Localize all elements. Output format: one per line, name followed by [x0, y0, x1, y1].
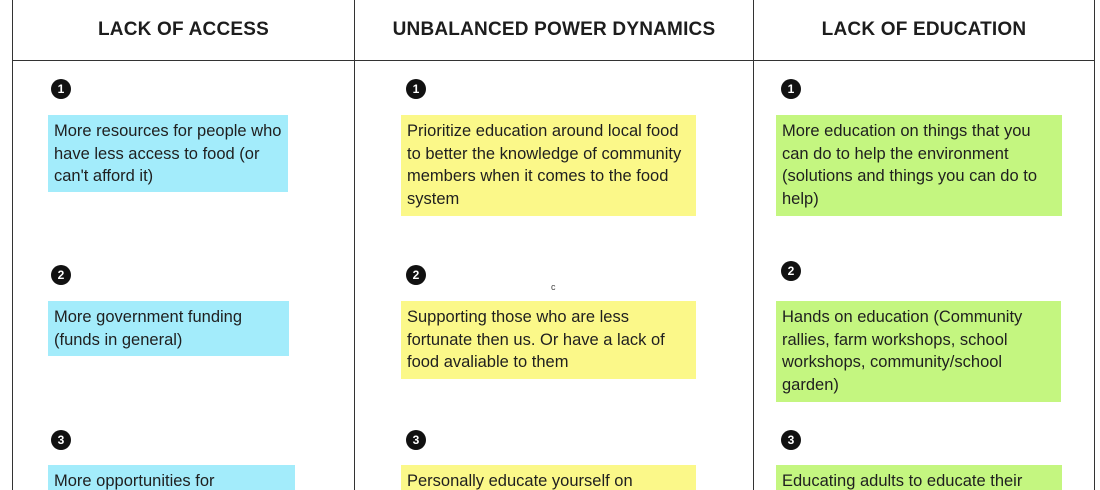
- number-badge-3: 3: [406, 430, 426, 450]
- number-badge-1: 1: [51, 79, 71, 99]
- number-badge-3: 3: [51, 430, 71, 450]
- sticky-note[interactable]: Educating adults to educate their: [776, 465, 1062, 490]
- sticky-note[interactable]: Prioritize education around local food to better the knowledge of community members when it comes to the food system: [401, 115, 696, 216]
- number-badge-2: 2: [406, 265, 426, 285]
- number-badge-3: 3: [781, 430, 801, 450]
- sticky-note[interactable]: More opportunities for: [48, 465, 295, 490]
- column-divider-2: [753, 0, 754, 490]
- column-header-lack-of-education: [754, 0, 1094, 60]
- board-right-edge: [1094, 0, 1095, 490]
- sticky-note[interactable]: More government funding (funds in general): [48, 301, 289, 356]
- sticky-note[interactable]: Personally educate yourself on: [401, 465, 696, 490]
- sticky-note[interactable]: Hands on education (Community rallies, farm workshops, school workshops, community/school garden): [776, 301, 1061, 402]
- number-badge-2: 2: [781, 261, 801, 281]
- number-badge-1: 1: [781, 79, 801, 99]
- column-header-lack-of-access: [13, 0, 354, 60]
- number-badge-1: 1: [406, 79, 426, 99]
- number-badge-2: 2: [51, 265, 71, 285]
- sticky-note[interactable]: More resources for people who have less access to food (or can't afford it): [48, 115, 288, 192]
- column-divider-1: [354, 0, 355, 490]
- stray-text-mark: c: [551, 282, 556, 292]
- board-left-edge: [12, 0, 13, 490]
- sticky-note[interactable]: More education on things that you can do to help the environment (solutions and things you can do to help): [776, 115, 1062, 216]
- column-header-label: LACK OF ACCESS: [98, 19, 269, 40]
- column-header-unbalanced-power-dynamics: [355, 0, 753, 60]
- header-divider: [12, 60, 1094, 61]
- column-header-label: LACK OF EDUCATION: [821, 19, 1027, 40]
- column-header-label: UNBALANCED POWER DYNAMICS: [392, 19, 716, 40]
- sticky-note[interactable]: Supporting those who are less fortunate then us. Or have a lack of food avaliable to them: [401, 301, 696, 379]
